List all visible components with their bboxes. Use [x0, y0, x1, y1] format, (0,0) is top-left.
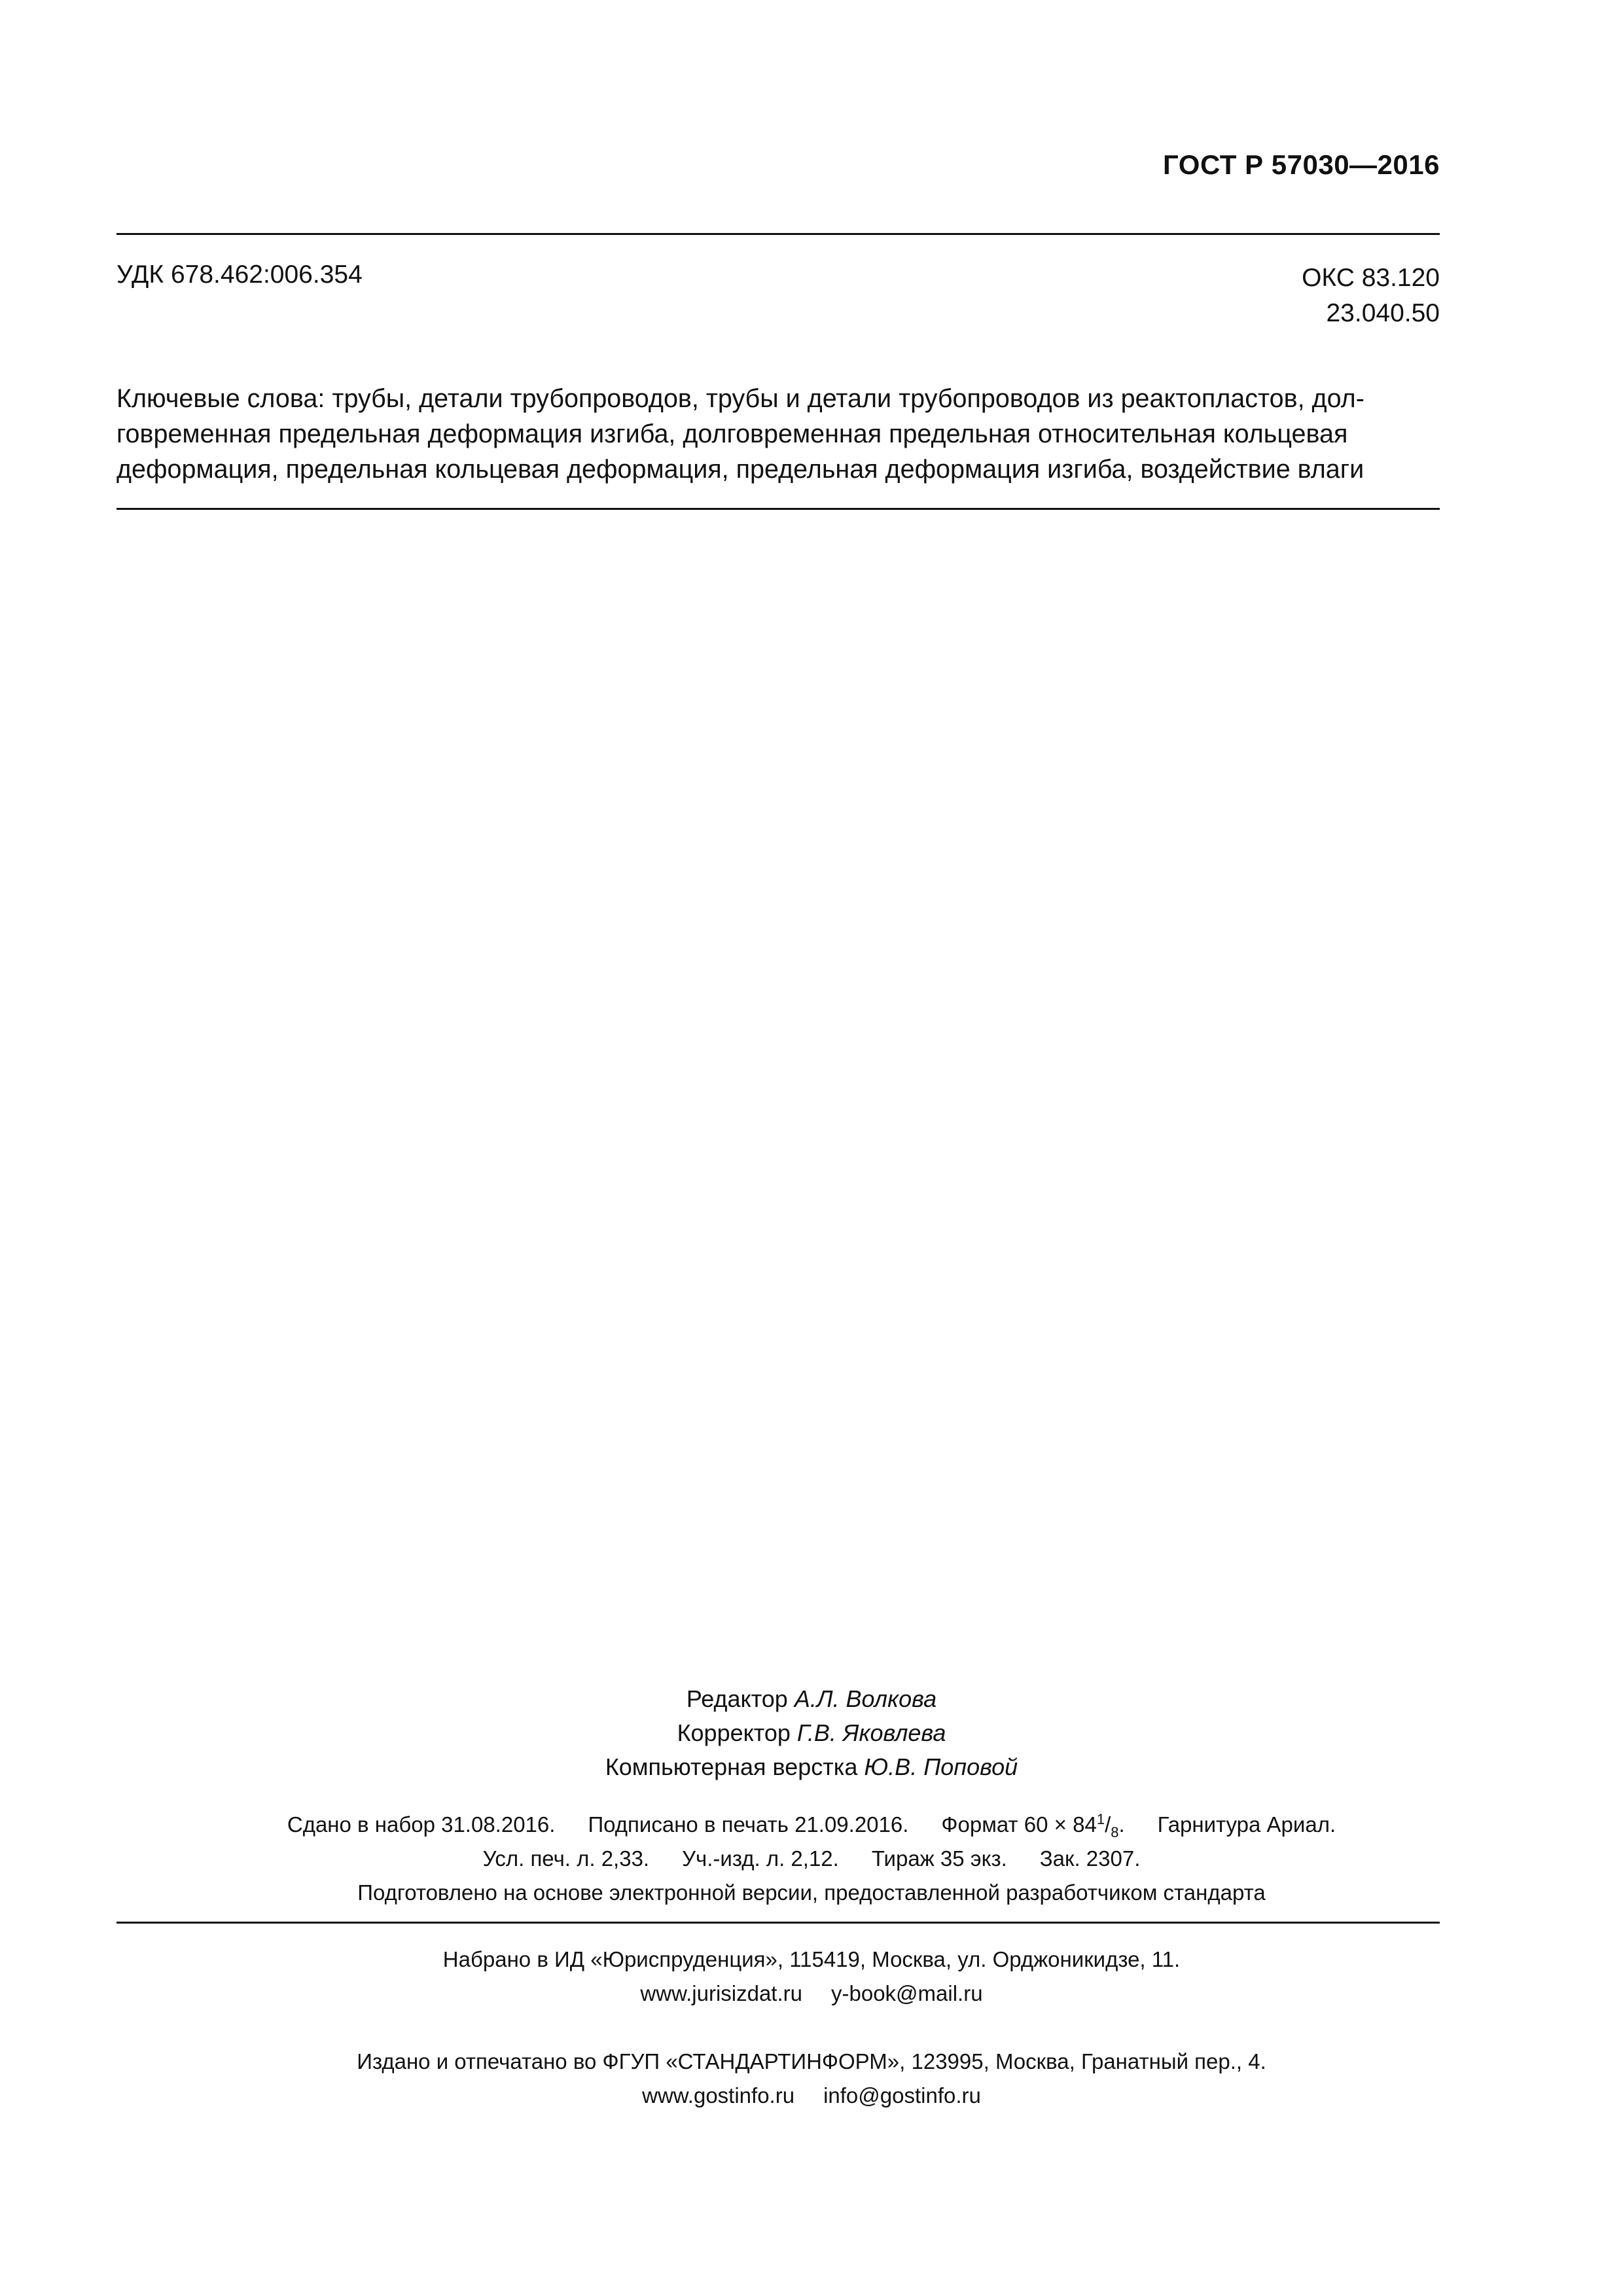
printed-line: Издано и отпечатано во ФГУП «СТАНДАРТИНФОРМ», 123995, Москва, Гранатный пер., 4. [357, 2049, 1266, 2073]
editor-label: Редактор [686, 1685, 788, 1712]
udk-code: УДК 678.462:006.354 [116, 260, 363, 289]
imprint-divider [116, 1922, 1440, 1924]
keywords-line: говременная предельная деформация изгиба, долговременная предельная относительная кольцевая [116, 420, 1348, 448]
keywords-divider [116, 508, 1440, 510]
circulation: Тираж 35 экз. [871, 1846, 1007, 1871]
sent-to-set: Сдано в набор 31.08.2016. [287, 1812, 556, 1837]
typeset-site: www.jurisizdat.ru [640, 1981, 802, 2005]
oks-codes [1302, 260, 1440, 331]
print-sheets: Усл. печ. л. 2,33. [482, 1846, 650, 1871]
imprint-row-1 [0, 1808, 1623, 1842]
pub-sheets: Уч.-изд. л. 2,12. [682, 1846, 839, 1871]
keywords-line: Ключевые слова: трубы, детали трубопроводов, трубы и детали трубопроводов из реактопластов, дол- [116, 384, 1364, 413]
format-value: Формат $60 \times 84^1/_8$. [941, 1811, 1125, 1840]
typeface: Гарнитура Ариал. [1157, 1812, 1336, 1837]
oks-code-2: 23.040.50 [1326, 299, 1440, 327]
keywords-line: деформация, предельная кольцевая деформация, предельная деформация изгиба, воздействие влаги [116, 455, 1364, 484]
proofreader-name: Г.В. Яковлева [796, 1719, 946, 1746]
layout-credit [0, 1750, 1623, 1784]
keywords-block [116, 381, 1440, 487]
order-number: Зак. 2307. [1039, 1846, 1141, 1871]
publisher-block [0, 1943, 1623, 2113]
oks-code-1: ОКС 83.120 [1302, 264, 1440, 292]
layout-label: Компьютерная верстка [605, 1753, 858, 1780]
printed-site: www.gostinfo.ru [642, 2083, 795, 2108]
editor-credit [0, 1682, 1623, 1716]
signed-to-print: Подписано в печать 21.09.2016. [588, 1812, 909, 1837]
layout-name: Ю.В. Поповой [864, 1753, 1018, 1780]
editor-name: А.Л. Волкова [794, 1685, 937, 1712]
prepared-note: Подготовлено на основе электронной версии, предоставленной разработчиком стандарта [357, 1880, 1266, 1905]
credits-block [0, 1682, 1623, 1784]
printed-contacts [0, 2079, 1623, 2113]
standard-number: ГОСТ Р 57030—2016 [1163, 149, 1440, 180]
proofreader-label: Корректор [677, 1719, 791, 1746]
typeset-contacts [0, 1977, 1623, 2011]
typeset-email: y-book@mail.ru [831, 1981, 983, 2005]
proofreader-credit [0, 1716, 1623, 1750]
typeset-line: Набрано в ИД «Юриспруденция», 115419, Москва, ул. Орджоникидзе, 11. [442, 1947, 1181, 1971]
top-divider [116, 233, 1440, 235]
imprint-block [0, 1808, 1623, 1910]
imprint-row-2 [0, 1842, 1623, 1876]
printed-email: info@gostinfo.ru [823, 2083, 981, 2108]
